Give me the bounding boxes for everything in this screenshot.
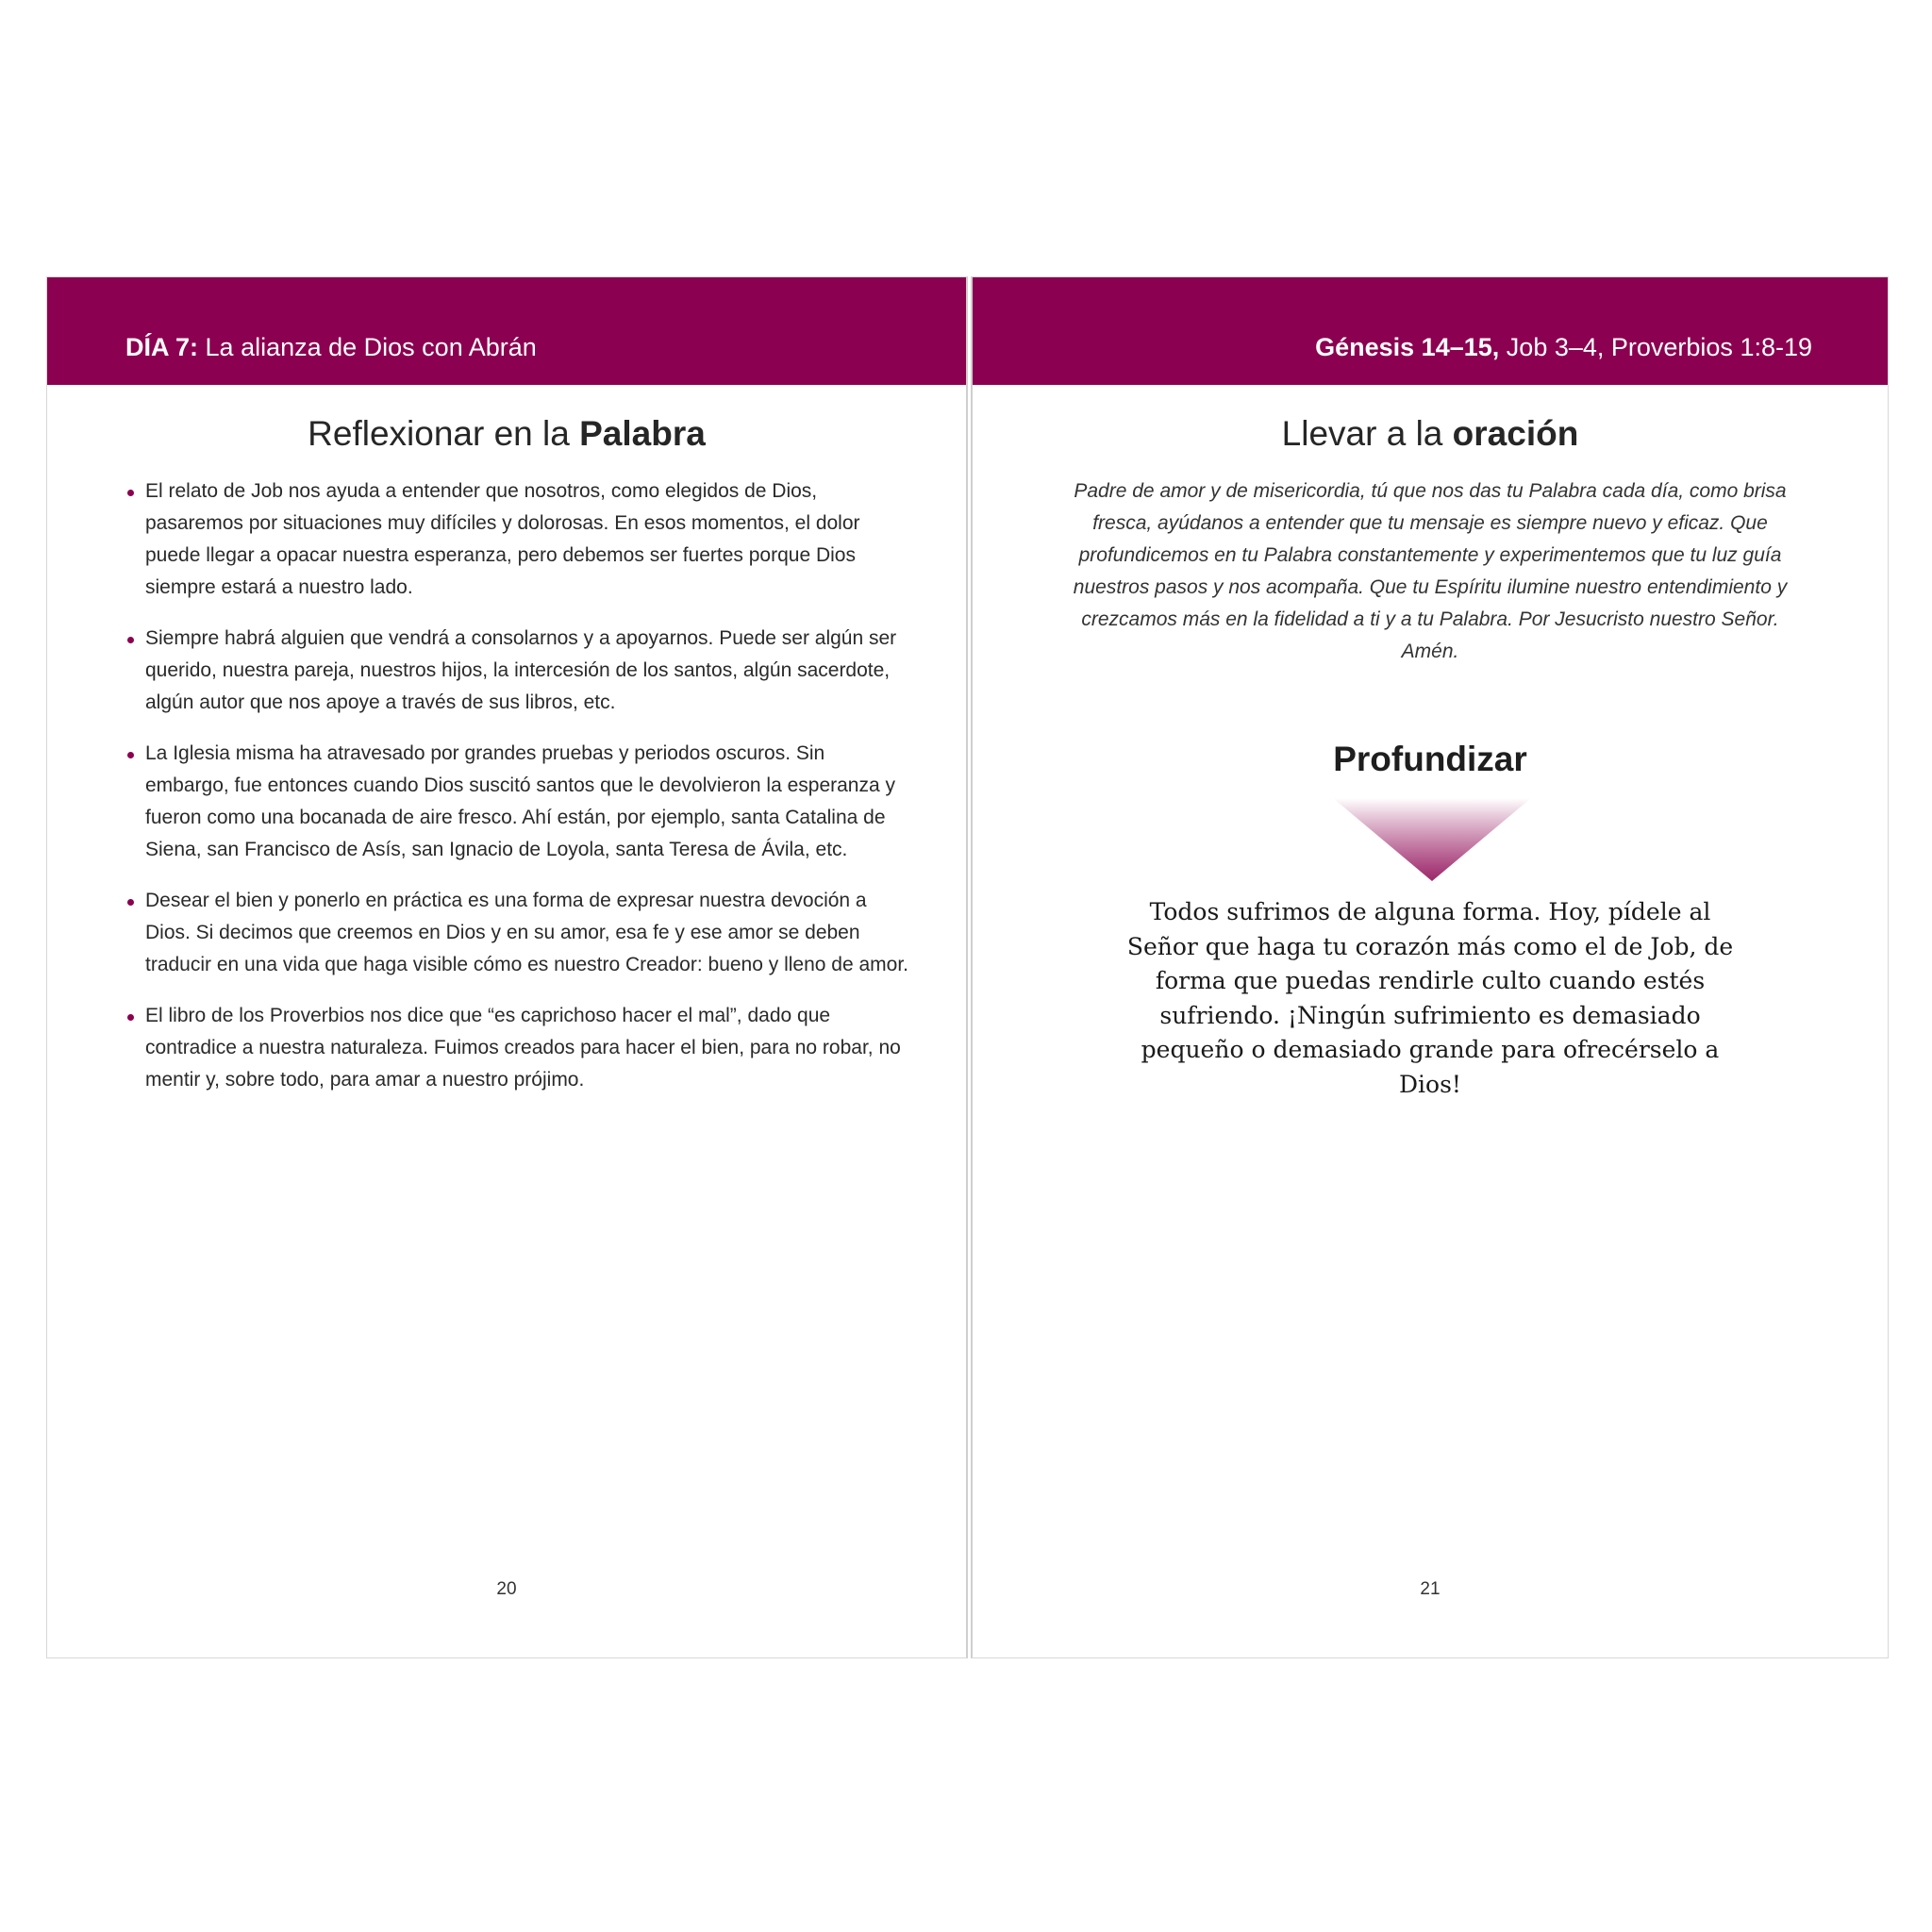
left-header-text (125, 333, 537, 362)
day-label: DÍA 7: (125, 333, 199, 361)
reflection-list (125, 475, 908, 1115)
page-number-right: 21 (1420, 1579, 1441, 1599)
prayer-text: Padre de amor y de misericordia, tú que nos das tu Palabra cada día, como brisa fresca, ayúdanos a entender que tu mensaje es siempre nuevo y eficaz. Que profundicemos en tu Palabra constantemente y experimentemos que tu luz guía nuestros pasos y nos acompaña. Que tu Espíritu ilumine nuestro entendimiento y crezcamos más en la fidelidad a ti y a tu Palabra. Por Jesucristo nuestro Señor. Amén. (1073, 480, 1788, 662)
prayer-title-normal: Llevar a la (1281, 414, 1443, 453)
reflection-item: La Iglesia misma ha atravesado por grandes pruebas y periodos oscuros. Sin embargo, fue entonces cuando Dios suscitó santos que le devolvieron la esperanza y fueron como una bocanada de aire fresco. Ahí están, por ejemplo, santa Catalina de Siena, san Francisco de Asís, san Ignacio de Loyola, santa Teresa de Ávila, etc. (125, 738, 908, 866)
prayer-section-title (973, 414, 1888, 454)
right-page (971, 276, 1889, 1658)
right-header-text (1315, 333, 1812, 362)
book-spread (46, 276, 1889, 1658)
prayer-title-bold: oración (1452, 414, 1579, 453)
reflect-title-normal: Reflexionar en la (308, 414, 570, 453)
page-number-left: 20 (496, 1579, 517, 1599)
reflection-item: Desear el bien y ponerlo en práctica es una forma de expresar nuestra devoción a Dios. Si decimos que creemos en Dios y en su amor, esa fe y ese amor se deben traducir en una vida que haga visible cómo es nuestro Creador: bueno y lleno de amor. (125, 885, 908, 981)
deepen-title: Profundizar (1333, 740, 1527, 778)
reflection-item: El relato de Job nos ayuda a entender que nosotros, como elegidos de Dios, pasaremos por situaciones muy difíciles y dolorosas. En esos momentos, el dolor puede llegar a opacar nuestra esperanza, pero debemos ser fuertes porque Dios siempre estará a nuestro lado. (125, 475, 908, 604)
reflect-title-bold: Palabra (579, 414, 706, 453)
deepen-text: Todos sufrimos de alguna forma. Hoy, pídele al Señor que haga tu corazón más como el de Job, de forma que puedas rendirle culto cuando estés sufriendo. ¡Ningún sufrimiento es demasiado pequeño o demasiado grande para ofrecérselo a Dios! (1126, 898, 1734, 1098)
right-page-header (973, 277, 1888, 385)
reflection-item: Siempre habrá alguien que vendrá a consolarnos y a apoyarnos. Puede ser algún ser querido, nuestra pareja, nuestros hijos, la intercesión de los santos, algún sacerdote, algún autor que nos apoye a través de sus libros, etc. (125, 623, 908, 719)
left-page (46, 276, 968, 1658)
readings-rest: Job 3–4, Proverbios 1:8-19 (1506, 333, 1812, 361)
left-page-header (47, 277, 966, 385)
day-title: La alianza de Dios con Abrán (205, 333, 537, 361)
reflection-item: El libro de los Proverbios nos dice que “es caprichoso hacer el mal”, dado que contradice a nuestra naturaleza. Fuimos creados para hacer el bien, para no robar, no mentir y, sobre todo, para amar a nuestro prójimo. (125, 1000, 908, 1096)
reflect-section-title (47, 414, 966, 454)
readings-bold: Génesis 14–15, (1315, 333, 1500, 361)
arrow-down-icon (1333, 798, 1531, 883)
